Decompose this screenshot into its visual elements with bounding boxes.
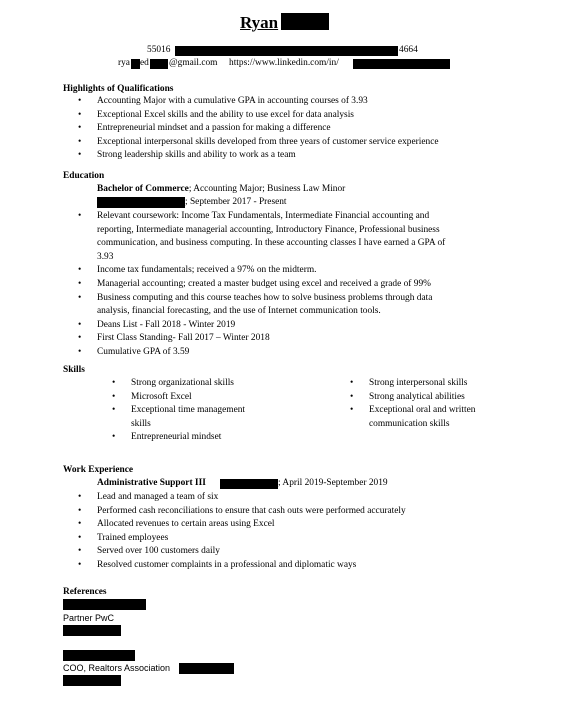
bullet-icon: • xyxy=(78,505,82,516)
list-item-text: Accounting Major with a cumulative GPA in accounting courses of 3.93 xyxy=(97,96,368,106)
redacted-email-1 xyxy=(131,59,140,69)
list-item-text: Entrepreneurial mindset and a passion for making a difference xyxy=(97,123,331,134)
email-prefix: rya xyxy=(118,58,130,68)
list-item xyxy=(78,491,406,505)
reference-2-title: COO, Realtors Association xyxy=(63,663,171,673)
redacted-reference-1-name xyxy=(63,599,146,610)
bullet-icon: • xyxy=(112,432,116,443)
list-item xyxy=(78,122,439,136)
bullet-icon: • xyxy=(78,319,82,330)
list-item-text: Exceptional interpersonal skills developed from three years of customer service experience xyxy=(97,136,439,147)
list-item xyxy=(78,292,445,319)
contact-phone-end: 4664 xyxy=(399,45,418,55)
position-name: Administrative Support III xyxy=(97,478,206,488)
work-list xyxy=(78,491,406,573)
redacted-address xyxy=(175,46,398,56)
list-item xyxy=(78,264,445,278)
bullet-icon: • xyxy=(350,391,354,402)
bullet-icon: • xyxy=(78,211,82,221)
skills-left-list xyxy=(112,377,246,445)
redacted-employer xyxy=(220,479,278,489)
list-item xyxy=(112,377,245,391)
list-item-line: Strong interpersonal skills xyxy=(369,378,468,388)
list-item-line: Deans List - Fall 2018 - Winter 2019 xyxy=(97,319,236,330)
bullet-icon: • xyxy=(350,405,354,416)
degree-line xyxy=(97,183,345,197)
list-item xyxy=(78,149,439,163)
list-item-line: Microsoft Excel xyxy=(131,391,192,402)
bullet-icon: • xyxy=(350,378,354,388)
candidate-name: Ryan xyxy=(240,13,279,32)
list-item-line: Entrepreneurial mindset xyxy=(131,432,222,443)
list-item xyxy=(78,532,406,546)
education-heading: Education xyxy=(63,171,105,181)
list-item-text: Allocated revenues to certain areas using Excel xyxy=(97,519,275,530)
bullet-icon: • xyxy=(78,150,82,161)
list-item-line: communication skills xyxy=(369,418,450,429)
work-dates: ; April 2019-September 2019 xyxy=(278,478,388,488)
list-item-line: 3.93 xyxy=(97,251,114,262)
list-item xyxy=(78,505,406,519)
education-dates: ; September 2017 - Present xyxy=(185,197,287,207)
education-list xyxy=(78,210,446,360)
list-item xyxy=(78,109,439,123)
list-item xyxy=(78,518,406,532)
list-item-line: Strong organizational skills xyxy=(131,378,234,388)
list-item-text: Trained employees xyxy=(97,532,169,543)
highlights-list xyxy=(78,95,439,163)
reference-1-title: Partner PwC xyxy=(63,613,115,623)
bullet-icon: • xyxy=(78,109,82,120)
bullet-icon: • xyxy=(112,405,116,416)
list-item-line: Exceptional oral and written xyxy=(369,405,476,416)
list-item xyxy=(78,95,439,109)
bullet-icon: • xyxy=(78,136,82,147)
bullet-icon: • xyxy=(78,492,82,502)
bullet-icon: • xyxy=(78,123,82,134)
list-item xyxy=(112,404,246,431)
degree-name: Bachelor of Commerce xyxy=(97,184,189,194)
list-item-line: Managerial accounting; created a master budget using excel and received a grade of 99% xyxy=(97,278,431,289)
list-item-line: Cumulative GPA of 3.59 xyxy=(97,346,190,357)
list-item xyxy=(78,545,406,559)
position-title xyxy=(97,477,206,491)
bullet-icon: • xyxy=(78,265,82,276)
list-item-text: Served over 100 customers daily xyxy=(97,546,220,557)
list-item xyxy=(78,136,439,150)
redacted-surname xyxy=(281,13,329,30)
degree-detail: ; Accounting Major; Business Law Minor xyxy=(188,184,346,194)
list-item xyxy=(112,431,245,445)
redacted-reference-2-org xyxy=(179,663,234,674)
bullet-icon: • xyxy=(78,346,82,357)
highlights-heading: Highlights of Qualifications xyxy=(63,84,174,94)
list-item-line: skills xyxy=(131,418,151,429)
list-item xyxy=(350,391,475,405)
list-item xyxy=(350,404,476,431)
redacted-reference-2-name xyxy=(63,650,135,661)
list-item-line: analysis, financial forecasting, and the use of Internet communication tools. xyxy=(97,306,381,317)
linkedin-url: https://www.linkedin.com/in/ xyxy=(229,58,339,68)
bullet-icon: • xyxy=(78,292,82,303)
redacted-email-2 xyxy=(150,59,168,69)
list-item-line: Relevant coursework: Income Tax Fundamentals, Intermediate Financial accounting and xyxy=(97,211,430,221)
skills-heading: Skills xyxy=(63,365,85,375)
redacted-reference-2-contact xyxy=(63,675,121,686)
list-item xyxy=(78,559,406,573)
list-item xyxy=(350,377,475,391)
list-item xyxy=(78,210,446,264)
bullet-icon: • xyxy=(78,519,82,530)
list-item xyxy=(78,319,445,333)
list-item-line: First Class Standing- Fall 2017 – Winter 2018 xyxy=(97,333,270,344)
redacted-reference-1-contact xyxy=(63,625,121,636)
redacted-university xyxy=(97,197,185,208)
redacted-linkedin xyxy=(353,59,450,69)
email-mid: ed xyxy=(140,58,149,68)
list-item-text: Resolved customer complaints in a professional and diplomatic ways xyxy=(97,559,357,570)
work-heading: Work Experience xyxy=(63,465,134,475)
list-item xyxy=(78,332,445,346)
list-item xyxy=(78,278,445,292)
references-heading: References xyxy=(63,587,107,597)
list-item xyxy=(112,391,245,405)
list-item-line: Strong analytical abilities xyxy=(369,391,465,402)
bullet-icon: • xyxy=(78,532,82,543)
bullet-icon: • xyxy=(78,559,82,570)
bullet-icon: • xyxy=(112,378,116,388)
bullet-icon: • xyxy=(78,333,82,344)
list-item-text: Strong leadership skills and ability to work as a team xyxy=(97,150,296,161)
list-item-line: reporting, Intermediate managerial accounting, Introductory Finance, Professional business xyxy=(97,224,440,235)
list-item-line: Business computing and this course teaches how to solve business problems through data xyxy=(97,292,433,303)
list-item-line: Income tax fundamentals; received a 97% on the midterm. xyxy=(97,265,317,276)
bullet-icon: • xyxy=(78,96,82,106)
list-item-line: Exceptional time management xyxy=(131,405,246,416)
skills-right-list xyxy=(350,377,476,431)
list-item-line: communication, and business computing. In these accounting classes I have earned a GPA of xyxy=(97,238,446,249)
bullet-icon: • xyxy=(112,391,116,402)
list-item xyxy=(78,346,445,360)
list-item-text: Performed cash reconciliations to ensure that cash outs were performed accurately xyxy=(97,505,406,516)
list-item-text: Lead and managed a team of six xyxy=(97,492,219,502)
email-suffix: @gmail.com xyxy=(169,58,218,68)
bullet-icon: • xyxy=(78,278,82,289)
bullet-icon: • xyxy=(78,546,82,557)
list-item-text: Exceptional Excel skills and the ability to use excel for data analysis xyxy=(97,109,354,120)
contact-zip: 55016 xyxy=(147,45,171,55)
